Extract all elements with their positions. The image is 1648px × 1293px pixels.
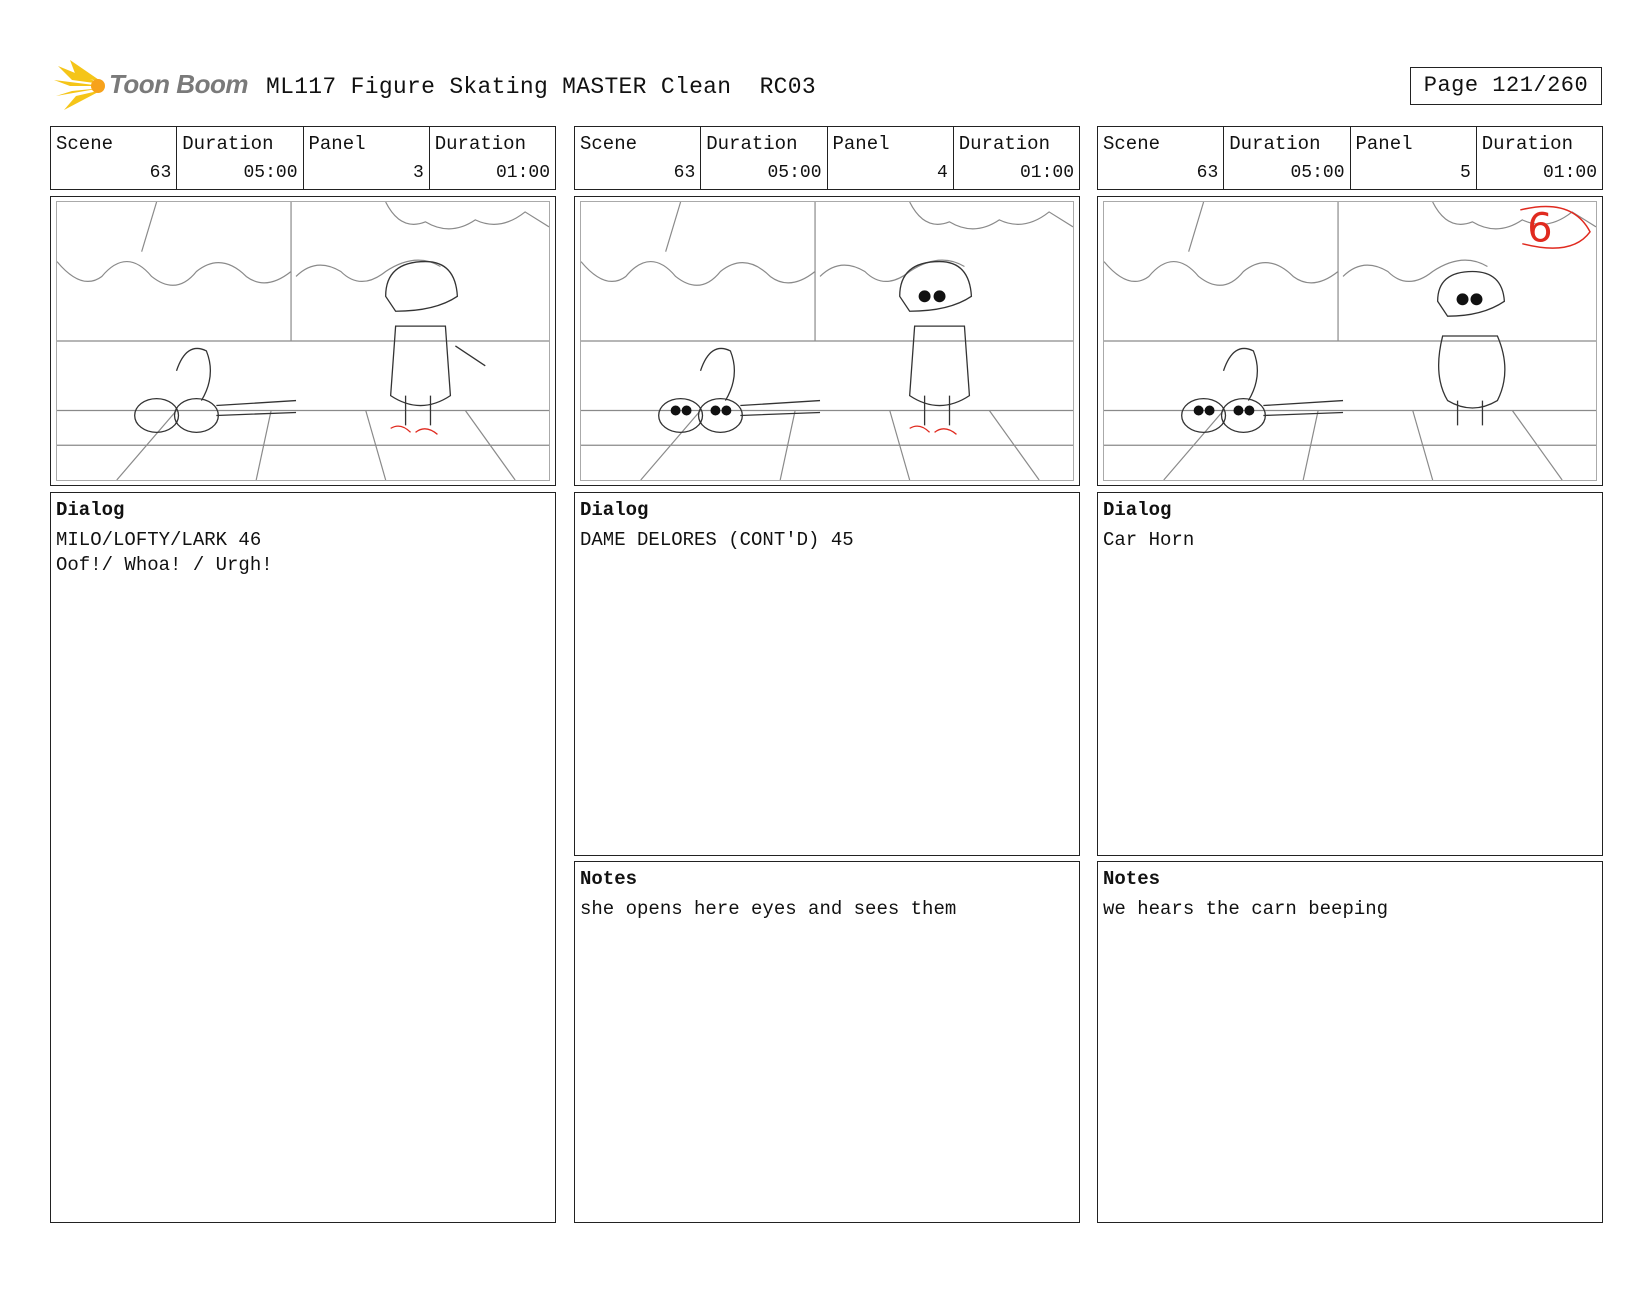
dialog-title: Dialog xyxy=(56,499,125,521)
sun-rays-icon xyxy=(52,58,108,114)
panel-value: 3 xyxy=(412,163,424,183)
duration-label: Duration xyxy=(182,133,274,155)
dialog-box xyxy=(50,492,556,1223)
notes-line: we hears the carn beeping xyxy=(1103,898,1389,920)
panel-duration-value: 01:00 xyxy=(495,163,550,183)
logo-text: Toon Boom xyxy=(109,69,248,99)
notes-box xyxy=(1097,861,1603,1223)
scene-duration-cell xyxy=(1223,127,1349,189)
panel-value: 4 xyxy=(936,163,948,183)
storyboard-header xyxy=(52,58,1602,116)
panel-cell xyxy=(1350,127,1476,189)
panel-image xyxy=(1097,196,1603,486)
panel-duration-cell xyxy=(953,127,1079,189)
storyboard-sketch xyxy=(581,202,1073,480)
dialog-line: Oof!/ Whoa! / Urgh! xyxy=(56,554,273,576)
dialog-line: DAME DELORES (CONT'D) 45 xyxy=(580,529,854,551)
scene-label: Scene xyxy=(1103,133,1161,155)
panel-duration-cell xyxy=(1476,127,1602,189)
scene-cell xyxy=(51,127,176,189)
notes-title: Notes xyxy=(580,868,638,890)
panel-column-3 xyxy=(1097,126,1603,1223)
storyboard-sketch xyxy=(57,202,549,480)
duration-label: Duration xyxy=(1481,133,1573,155)
scene-markup-number: 6 xyxy=(1527,205,1553,252)
dialog-line: MILO/LOFTY/LARK 46 xyxy=(56,529,262,551)
dialog-box xyxy=(1097,492,1603,856)
panel-column-2 xyxy=(574,126,1080,1223)
scene-duration-value: 05:00 xyxy=(767,163,822,183)
scene-cell xyxy=(575,127,700,189)
notes-line: she opens here eyes and sees them xyxy=(580,898,957,920)
scene-duration-cell xyxy=(176,127,302,189)
scene-label: Scene xyxy=(56,133,114,155)
scene-label: Scene xyxy=(580,133,638,155)
toon-boom-logo xyxy=(52,58,252,116)
dialog-box xyxy=(574,492,1080,856)
scene-cell xyxy=(1098,127,1223,189)
scene-duration-value: 05:00 xyxy=(1290,163,1345,183)
panel-cell xyxy=(827,127,953,189)
panel-label: Panel xyxy=(1355,133,1413,155)
document-title: ML117 Figure Skating MASTER Clean RC03 xyxy=(266,74,816,100)
panel-duration-value: 01:00 xyxy=(1542,163,1597,183)
notes-box xyxy=(574,861,1080,1223)
panel-info-row xyxy=(574,126,1080,190)
duration-label: Duration xyxy=(706,133,798,155)
scene-value: 63 xyxy=(673,163,696,183)
panel-duration-cell xyxy=(429,127,555,189)
panel-info-row xyxy=(50,126,556,190)
panel-column-1 xyxy=(50,126,556,1223)
dialog-title: Dialog xyxy=(1103,499,1172,521)
panel-duration-value: 01:00 xyxy=(1019,163,1074,183)
page-number: Page 121/260 xyxy=(1410,67,1602,105)
scene-duration-cell xyxy=(700,127,826,189)
panel-info-row xyxy=(1097,126,1603,190)
scene-value: 63 xyxy=(149,163,172,183)
notes-title: Notes xyxy=(1103,868,1161,890)
dialog-line: Car Horn xyxy=(1103,529,1195,551)
panel-image xyxy=(50,196,556,486)
dialog-title: Dialog xyxy=(580,499,649,521)
panel-cell xyxy=(303,127,429,189)
panel-value: 5 xyxy=(1459,163,1471,183)
panel-label: Panel xyxy=(308,133,366,155)
scene-duration-value: 05:00 xyxy=(243,163,298,183)
duration-label: Duration xyxy=(434,133,526,155)
panel-image xyxy=(574,196,1080,486)
scene-value: 63 xyxy=(1196,163,1219,183)
storyboard-sketch xyxy=(1104,202,1596,480)
duration-label: Duration xyxy=(958,133,1050,155)
panel-label: Panel xyxy=(832,133,890,155)
duration-label: Duration xyxy=(1229,133,1321,155)
